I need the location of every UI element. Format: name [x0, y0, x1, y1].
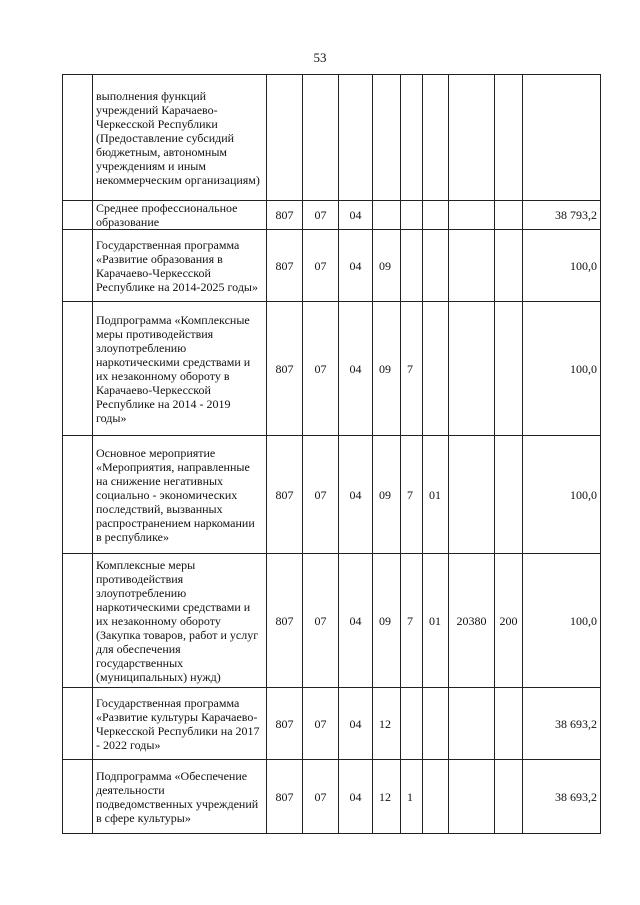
- cell-subsection: 04: [339, 760, 373, 834]
- cell-subsection: 04: [339, 688, 373, 760]
- table-row: [63, 688, 601, 760]
- cell-name: Подпрограмма «Комплексные меры противодействия злоупотреблению наркотическими средствами и их незаконному обороту в Карачаево-Черкесской Республике на 2014 - 2019 годы»: [93, 302, 267, 436]
- cell-amount: 100,0: [523, 230, 601, 302]
- cell-main-activity: [423, 230, 449, 302]
- cell-name: Среднее профессиональное образование: [93, 201, 267, 230]
- table-row: [63, 436, 601, 554]
- cell-subsection: 04: [339, 230, 373, 302]
- cell-name: Комплексные меры противодействия злоупотреблению наркотическими средствами и их незаконному обороту (Закупка товаров, работ и услуг для обеспечения государственных (муниципальных) нужд): [93, 554, 267, 688]
- cell-direction: [449, 75, 495, 201]
- cell-direction: [449, 436, 495, 554]
- cell-name: Основное мероприятие «Мероприятия, направленные на снижение негативных социально - экономических последствий, вызванных распространением наркомании в республике»: [93, 436, 267, 554]
- cell-program: 12: [373, 688, 401, 760]
- page-number: 53: [313, 50, 327, 65]
- cell-subprogram: [401, 688, 423, 760]
- cell-expense-type: [495, 760, 523, 834]
- cell-direction: [449, 760, 495, 834]
- cell-expense-type: [495, 75, 523, 201]
- cell-name: выполнения функций учреждений Карачаево-Черкесской Республики (Предоставление субсидий бюджетным, автономным учреждениям и иным некоммерческим организациям): [93, 75, 267, 201]
- cell-department: 807: [267, 688, 303, 760]
- cell-main-activity: [423, 760, 449, 834]
- cell-amount: 100,0: [523, 554, 601, 688]
- cell-program: 09: [373, 436, 401, 554]
- cell-expense-type: [495, 302, 523, 436]
- cell-section: 07: [303, 230, 339, 302]
- cell-subsection: 04: [339, 436, 373, 554]
- cell-amount: 100,0: [523, 436, 601, 554]
- cell-main-activity: 01: [423, 436, 449, 554]
- cell-amount: 38 793,2: [523, 201, 601, 230]
- cell-amount: 38 693,2: [523, 688, 601, 760]
- cell-main-activity: [423, 302, 449, 436]
- cell-subprogram: 1: [401, 760, 423, 834]
- cell-subprogram: [401, 230, 423, 302]
- cell-direction: [449, 688, 495, 760]
- cell-expense-type: [495, 201, 523, 230]
- cell-section: 07: [303, 436, 339, 554]
- cell-program: 09: [373, 230, 401, 302]
- cell-expense-type: [495, 436, 523, 554]
- cell-amount: 38 693,2: [523, 760, 601, 834]
- cell-blank: [63, 230, 93, 302]
- table-row: [63, 302, 601, 436]
- cell-amount: 100,0: [523, 302, 601, 436]
- cell-program: 12: [373, 760, 401, 834]
- cell-name: Подпрограмма «Обеспечение деятельности подведомственных учреждений в сфере культуры»: [93, 760, 267, 834]
- cell-main-activity: 01: [423, 554, 449, 688]
- cell-department: 807: [267, 302, 303, 436]
- cell-direction: 20380: [449, 554, 495, 688]
- cell-section: 07: [303, 688, 339, 760]
- cell-blank: [63, 436, 93, 554]
- cell-name: Государственная программа «Развитие культуры Карачаево-Черкесской Республики на 2017 - 2022 годы»: [93, 688, 267, 760]
- cell-main-activity: [423, 688, 449, 760]
- cell-main-activity: [423, 75, 449, 201]
- cell-section: [303, 75, 339, 201]
- table-row: [63, 201, 601, 230]
- cell-program: [373, 75, 401, 201]
- cell-blank: [63, 688, 93, 760]
- cell-subsection: 04: [339, 302, 373, 436]
- cell-subprogram: 7: [401, 436, 423, 554]
- cell-expense-type: [495, 230, 523, 302]
- cell-section: 07: [303, 554, 339, 688]
- table-row: [63, 760, 601, 834]
- cell-subsection: 04: [339, 554, 373, 688]
- cell-subprogram: 7: [401, 554, 423, 688]
- cell-expense-type: 200: [495, 554, 523, 688]
- cell-section: 07: [303, 302, 339, 436]
- cell-subprogram: [401, 75, 423, 201]
- budget-table: [62, 74, 601, 834]
- cell-program: [373, 201, 401, 230]
- cell-name: Государственная программа «Развитие образования в Карачаево-Черкесской Республике на 2014-2025 годы»: [93, 230, 267, 302]
- cell-department: 807: [267, 230, 303, 302]
- cell-blank: [63, 554, 93, 688]
- cell-program: 09: [373, 302, 401, 436]
- table-row: [63, 230, 601, 302]
- cell-department: [267, 75, 303, 201]
- cell-section: 07: [303, 201, 339, 230]
- cell-department: 807: [267, 554, 303, 688]
- cell-amount: [523, 75, 601, 201]
- cell-subprogram: 7: [401, 302, 423, 436]
- cell-blank: [63, 201, 93, 230]
- cell-blank: [63, 75, 93, 201]
- cell-subprogram: [401, 201, 423, 230]
- table-row: [63, 554, 601, 688]
- cell-blank: [63, 760, 93, 834]
- cell-program: 09: [373, 554, 401, 688]
- cell-subsection: [339, 75, 373, 201]
- cell-department: 807: [267, 436, 303, 554]
- table-row: [63, 75, 601, 201]
- cell-blank: [63, 302, 93, 436]
- cell-subsection: 04: [339, 201, 373, 230]
- cell-direction: [449, 230, 495, 302]
- cell-section: 07: [303, 760, 339, 834]
- cell-expense-type: [495, 688, 523, 760]
- cell-department: 807: [267, 760, 303, 834]
- cell-department: 807: [267, 201, 303, 230]
- cell-direction: [449, 201, 495, 230]
- cell-main-activity: [423, 201, 449, 230]
- cell-direction: [449, 302, 495, 436]
